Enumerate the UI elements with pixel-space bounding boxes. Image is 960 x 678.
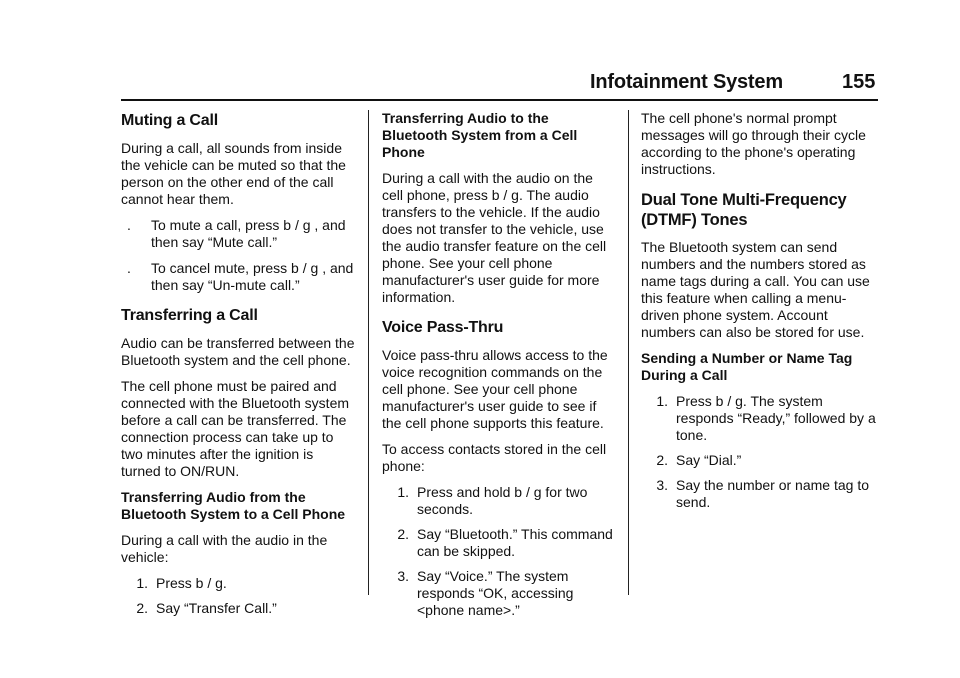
section-title-voice: Voice Pass-Thru [382,319,504,336]
subsection-title: Transferring Audio from the Bluetooth System to a Cell Phone [121,489,346,522]
list-item [641,452,876,469]
subsection-title: Sending a Number or Name Tag During a Call [641,350,853,383]
step-text: Press b / g. The system responds “Ready,” followed by a tone. [676,393,876,443]
transferring-p1: Audio can be transferred between the Bluetooth system and the cell phone. [121,335,355,368]
page-number: 155 [842,71,876,93]
list-item [382,484,617,518]
bullet-mark: . [127,217,131,233]
subsection-body: During a call with the audio on the cell phone, press b / g. The audio transfers to the vehicle. If the audio does not transfer to the vehicle, use the audio transfer feature on the cell phone. See your cell phone manufacturer's user guide for more information. [382,170,607,305]
step-text: Say “Dial.” [676,452,742,468]
list-item [382,568,617,619]
bullet-text: To mute a call, press b / g , and then say “Mute call.” [151,217,346,250]
step-number: 2. [656,452,668,468]
list-item [121,217,356,251]
column-3 [641,110,876,519]
column-2 [382,110,617,627]
step-number: 2. [136,600,148,616]
voice-p2: To access contacts stored in the cell phone: [382,441,607,474]
header-divider [121,99,878,101]
section-title-transferring: Transferring a Call [121,307,258,324]
subsection-intro: During a call with the audio in the vehicle: [121,532,328,565]
list-item [382,526,617,560]
column-divider-1 [368,110,369,595]
list-item [121,575,356,592]
prompt-paragraph: The cell phone's normal prompt messages will go through their cycle according to the phone's operating instructions. [641,110,866,177]
list-item [641,477,876,511]
page-header-title: Infotainment System [590,71,783,93]
column-1 [121,111,356,625]
bullet-mark: . [127,260,131,276]
section-title-muting: Muting a Call [121,112,218,129]
bullet-text: To cancel mute, press b / g , and then say “Un-mute call.” [151,260,354,293]
subsection-title: Transferring Audio to the Bluetooth System from a Cell Phone [382,110,578,160]
step-number: 1. [656,393,668,409]
list-item [121,600,356,617]
list-item [641,393,876,444]
muting-intro: During a call, all sounds from inside the vehicle can be muted so that the person on the other end of the call cannot hear them. [121,140,346,207]
step-text: Press b / g. [156,575,227,591]
step-number: 1. [136,575,148,591]
step-number: 2. [397,526,409,542]
step-number: 1. [397,484,409,500]
step-text: Say the number or name tag to send. [676,477,869,510]
step-text: Say “Voice.” The system responds “OK, accessing <phone name>.” [417,568,574,618]
voice-p1: Voice pass-thru allows access to the voice recognition commands on the cell phone. See your cell phone manufacturer's user guide to see if the cell phone supports this feature. [382,347,608,431]
step-number: 3. [656,477,668,493]
step-text: Say “Transfer Call.” [156,600,277,616]
step-number: 3. [397,568,409,584]
step-text: Press and hold b / g for two seconds. [417,484,588,517]
transferring-p2: The cell phone must be paired and connected with the Bluetooth system before a call can be transferred. The connection process can take up to two minutes after the ignition is turned to ON/RUN. [121,378,350,479]
step-text: Say “Bluetooth.” This command can be skipped. [417,526,613,559]
column-divider-2 [628,110,629,595]
section-title-dtmf: Dual Tone Multi-Frequency (DTMF) Tones [641,191,847,229]
dtmf-paragraph: The Bluetooth system can send numbers and the numbers stored as name tags during a call. You can use this feature when calling a menu-driven phone system. Account numbers can also be stored for use. [641,239,870,340]
list-item [121,260,356,294]
